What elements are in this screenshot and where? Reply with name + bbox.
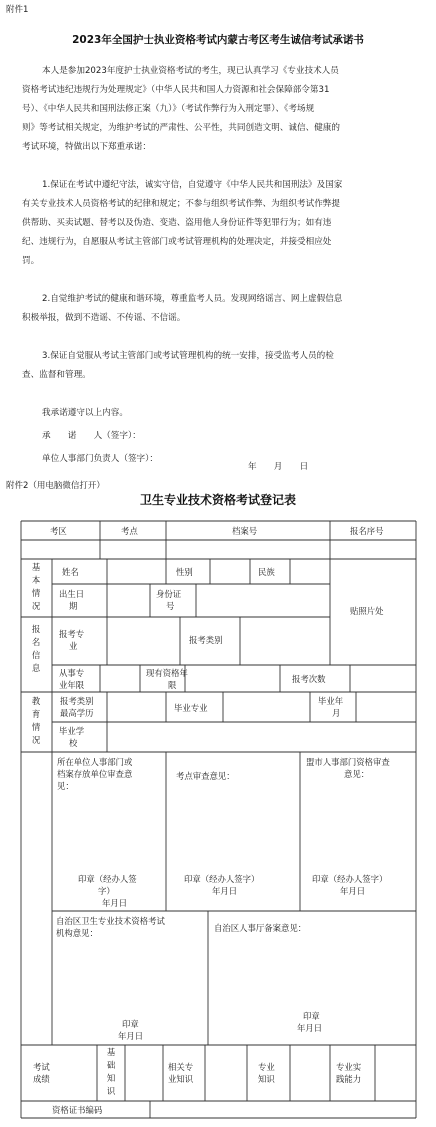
label-major-knowledge	[258, 1061, 275, 1085]
grad-year-line2: 月	[332, 708, 341, 718]
seal-d-line1: 印章	[122, 1019, 139, 1029]
label-years-engaged	[59, 667, 84, 691]
item2-line: 积极举报，做到不造谣、不传谣、不信谣。	[22, 313, 186, 323]
league-review-opinion	[306, 756, 414, 780]
hr-dept-review-seal	[297, 1010, 322, 1034]
site-review-opinion: 考点审查意见：	[176, 771, 235, 781]
seal-b-line1: 印章（经办人签字）	[184, 874, 260, 884]
label-exam-scores	[33, 1061, 50, 1085]
highest-edu-line2: 最高学历	[60, 708, 94, 718]
seal-a-line3: 年月日	[102, 898, 128, 908]
school-line1: 毕业学	[59, 726, 85, 736]
region-review-seal	[118, 1018, 143, 1042]
pledge-closing: 我承诺遵守以上内容。	[42, 408, 128, 418]
item1-line: 纪、违规行为，自愿服从考试主管部门或考试管理机构的处理决定，并接受相应处	[22, 237, 332, 247]
label-highest-edu	[60, 695, 94, 719]
label-current-qual	[146, 667, 188, 691]
label-exam-count: 报考次数	[292, 674, 326, 684]
scores-line2: 成绩	[33, 1074, 50, 1084]
label-birth-date	[59, 588, 84, 612]
attachment-2-label: 附件2（用电脑微信打开）	[6, 481, 105, 491]
section-education: 教育情况	[31, 696, 41, 745]
unit-review-line2: 档案存放单位审查意	[57, 769, 133, 779]
label-id-no	[156, 588, 181, 612]
unit-review-line1: 所在单位人事部门或	[57, 757, 133, 767]
label-cert-no: 资格证书编码	[52, 1105, 103, 1115]
photo-area: 贴照片处	[350, 606, 384, 616]
seal-e-line2: 年月日	[297, 1023, 323, 1033]
item1-line: 供帮助、买卖试题、替考以及伪造、变造、盗用他人身份证件等犯罪行为；如有违	[22, 218, 332, 228]
site-review-seal	[184, 873, 296, 897]
grad-year-line1: 毕业年	[318, 696, 344, 706]
label-ethnicity: 民族	[258, 567, 275, 577]
item1-line: 1.保证在考试中遵纪守法，诚实守信，自觉遵守《中华人民共和国刑法》及国家	[42, 180, 343, 190]
league-review-seal	[312, 873, 416, 897]
region-review-opinion	[56, 915, 206, 939]
birth-date-line2: 期	[69, 601, 78, 611]
pledge-signer: 承 诺 人（签字）：	[42, 431, 141, 441]
league-review-line1: 盟市人事部门资格审查	[306, 757, 390, 767]
section-reg-info: 报名信息	[31, 624, 41, 673]
major-knowledge-line1: 专业	[258, 1062, 275, 1072]
header-exam-site: 考点	[121, 526, 138, 536]
label-practice-ability	[336, 1061, 361, 1085]
league-review-line2: 意见：	[344, 769, 370, 779]
header-exam-area: 考区	[50, 526, 67, 536]
attachment-1-label: 附件1	[6, 5, 29, 15]
unit-review-seal	[62, 873, 162, 909]
unit-signer: 单位人事部门负责人（签字）：	[42, 454, 159, 464]
header-reg-no: 报名序号	[350, 526, 384, 536]
unit-review-opinion	[57, 756, 163, 792]
label-school	[59, 725, 84, 749]
current-qual-line1: 现有资格年	[146, 668, 188, 678]
practice-line1: 专业实	[336, 1062, 362, 1072]
intro-line: 号）、《中华人民共和国刑法修正案（九）》（考试作弊行为入刑定罪）、《考场规	[22, 104, 315, 114]
id-no-line1: 身份证	[156, 589, 182, 599]
label-basic-knowledge: 基础知识	[106, 1047, 116, 1096]
region-review-line2: 机构意见：	[56, 928, 98, 938]
intro-line: 则》等考试相关规定，为维护考试的严肃性、公平性，共同创造文明、诚信、健康的	[22, 123, 340, 133]
label-grad-major: 毕业专业	[174, 703, 208, 713]
label-reg-major	[59, 628, 84, 652]
label-name: 姓名	[62, 567, 79, 577]
reg-major-line2: 业	[69, 641, 78, 651]
seal-a-line2: 字）	[98, 886, 115, 896]
label-grad-year	[318, 695, 343, 719]
item3-line: 查、监督和管理。	[22, 370, 91, 380]
item1-line: 罚。	[22, 256, 40, 266]
related-knowledge-line1: 相关专	[168, 1062, 194, 1072]
label-reg-category: 报考类别	[189, 635, 223, 645]
major-knowledge-line2: 知识	[258, 1074, 275, 1084]
section-basic-info: 基本情况	[31, 562, 41, 611]
label-related-knowledge	[168, 1061, 193, 1085]
years-engaged-line2: 业年限	[59, 680, 85, 690]
item2-line: 2.自觉维护考试的健康和谐环境，尊重监考人员。发现网络谣言、网上虚假信息	[42, 294, 343, 304]
label-gender: 性别	[176, 567, 193, 577]
intro-line: 资格考试违纪违规行为处理规定》（中华人民共和国人力资源和社会保障部令第31	[22, 85, 330, 95]
seal-c-line1: 印章（经办人签字）	[312, 874, 388, 884]
practice-line2: 践能力	[336, 1074, 362, 1084]
current-qual-line2: 限	[168, 680, 177, 690]
years-engaged-line1: 从事专	[59, 668, 85, 678]
seal-e-line1: 印章	[303, 1011, 320, 1021]
highest-edu-line1: 报考类别	[60, 696, 94, 706]
seal-d-line2: 年月日	[118, 1031, 144, 1041]
intro-line: 考试环境，特做出以下郑重承诺：	[22, 142, 151, 152]
school-line2: 校	[69, 738, 78, 748]
seal-a-line1: 印章（经办人签	[78, 874, 137, 884]
form-title: 卫生专业技术资格考试登记表	[139, 493, 296, 507]
birth-date-line1: 出生日	[59, 589, 85, 599]
seal-c-line2: 年月日	[340, 886, 366, 896]
reg-major-line1: 报考专	[59, 629, 85, 639]
pledge-title: 2023年全国护士执业资格考试内蒙古考区考生诚信考试承诺书	[72, 34, 364, 46]
unit-review-line3: 见：	[57, 781, 74, 791]
intro-line: 本人是参加2023年度护士执业资格考试的考生，现已认真学习《专业技术人员	[42, 66, 339, 76]
hr-dept-review-opinion: 自治区人事厅备案意见：	[214, 923, 307, 933]
related-knowledge-line2: 业知识	[168, 1074, 194, 1084]
item1-line: 有关专业技术人员资格考试的纪律和规定；不参与组织考试作弊、为组织考试作弊提	[22, 199, 340, 209]
region-review-line1: 自治区卫生专业技术资格考试	[56, 916, 165, 926]
pledge-date: 年 月 日	[248, 462, 309, 472]
scores-line1: 考试	[33, 1062, 50, 1072]
header-file-no: 档案号	[232, 526, 258, 536]
id-no-line2: 号	[166, 601, 175, 611]
item3-line: 3.保证自觉服从考试主管部门或考试管理机构的统一安排，接受监考人员的检	[42, 351, 334, 361]
seal-b-line2: 年月日	[212, 886, 238, 896]
